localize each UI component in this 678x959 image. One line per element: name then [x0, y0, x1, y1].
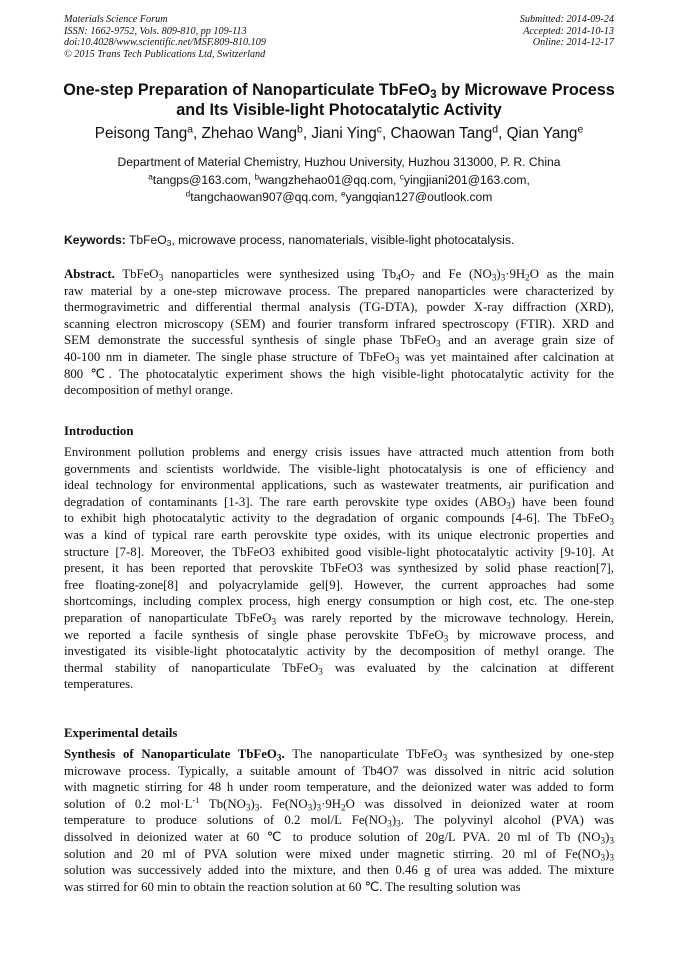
text-line: shortcomings, including complex process, high energy consumption or high cost, etc. The one-step	[64, 594, 614, 609]
text-line: scanning electron microscopy (SEM) and fourier transform infrared spectroscopy (FTIR). XRD and	[64, 316, 614, 331]
date-accepted: Accepted: 2014-10-13	[523, 25, 614, 37]
text-line: dissolved in deionized water at 60 ℃ to produce solution of 20g/L PVA. 20 ml of Tb $(NO_3)_3$	[64, 829, 614, 846]
email-mark: e	[341, 189, 346, 199]
author-name: Peisong Tang	[94, 125, 188, 142]
affiliation-department: Department of Material Chemistry, Huzhou University, Huzhou 313000, P. R. China	[117, 155, 561, 169]
author-affiliation-mark: d	[492, 124, 499, 136]
author-email[interactable]: yangqian127@outlook.com	[345, 190, 493, 204]
text-line: Environment pollution problems and energy crisis issues have attracted much attention from both	[64, 445, 614, 459]
experimental-section	[64, 746, 614, 895]
author-affiliation-mark: a	[187, 124, 193, 136]
text-line: Synthesis of Nanoparticulate TbFeO$_3$. The nanoparticulate TbFeO$_3$ was synthesized by one-step	[64, 747, 614, 763]
text-line: we reported a facile synthesis of single phase perovskite TbFeO$_3$ by microwave process, and	[64, 627, 615, 643]
author-affiliation-mark: b	[297, 124, 303, 136]
author-affiliation-mark: c	[376, 124, 382, 136]
keywords-label: Keywords:	[64, 233, 126, 247]
date-online: Online: 2014-12-17	[532, 37, 614, 49]
experimental-heading: Experimental details	[64, 726, 178, 740]
author-name: Zhehao Wang	[201, 125, 298, 142]
author-emails-line-1: $^a$tangps@163.com, $^b$wangzhehao01@qq.com, $^c$yingjiani201@163.com,	[148, 171, 530, 187]
text-line: investigated its visible-light photocatalytic activity by the decomposition of methyl orange. The	[64, 644, 614, 659]
author-email[interactable]: tangps@163.com	[152, 172, 248, 187]
text-line: solution and 20 ml of PVA solution were mixed under magnetic stirring. 20 ml of $Fe(NO_3)_3$	[64, 846, 614, 862]
text-line: preparation of nanoparticulate TbFeO$_3$ was rarely reported by the microwave technology. Herein,	[64, 610, 614, 627]
keywords: Keywords: TbFeO$_3$, microwave process, nanomaterials, visible-light photocatalysis.	[64, 233, 515, 249]
text-line: temperature to produce solutions of 0.2 mol/L $Fe(NO_3)_3$. The polyvinyl alcohol (PVA) was	[64, 813, 614, 829]
email-mark: d	[185, 189, 191, 199]
email-mark: a	[148, 171, 153, 181]
text-line: was a kind of typical rare earth perovskite type oxides, with its unique electronic properties and	[64, 527, 614, 542]
text-line: governments and scientists worldwide. The visible-light photocatalysis is one of efficiency and	[64, 461, 614, 476]
journal-copyright: © 2015 Trans Tech Publications Ltd, Switzerland	[64, 48, 266, 60]
text-line: thermal stability of nanoparticulate TbFeO$_3$ was evaluated by the calcination at different	[64, 660, 615, 677]
text-line: free floating-zone[8] and polyacrylamide gel[9]. However, the current approaches had some	[64, 577, 614, 592]
text-line: thermogravimetric and differential thermal analysis (TG-DTA), powder X-ray diffraction (XRD),	[64, 300, 614, 315]
journal-doi[interactable]: doi:10.4028/www.scientific.net/MSF.809-810.109	[64, 37, 266, 49]
abstract-section	[64, 266, 614, 399]
introduction-section	[64, 444, 614, 693]
abstract-label: Abstract.	[64, 267, 115, 281]
journal-name: Materials Science Forum	[64, 14, 168, 25]
text-line: with magnetic stirring for 48 h under room temperature, and the deionized water was added to form	[64, 780, 614, 795]
author-email[interactable]: yingjiani201@163.com	[403, 172, 527, 187]
author-name: Chaowan Tang	[390, 125, 493, 142]
author-list: Peisong Tang$^a$, Zhehao Wang$^b$, Jiani Ying$^c$, Chaowan Tang$^d$, Qian Yang$^e$	[94, 124, 584, 142]
text-line: 800 ℃. The photocatalytic experiment shows the high visible-light photocatalytic activity for the	[64, 366, 614, 381]
text-line: structure [7-8]. Moreover, the TbFeO3 exhibited good visible-light photocatalytic activity [9-10]. At	[64, 544, 614, 559]
text-line: ideal technology for environmental applications, such as wastewater treatments, air purification and	[64, 478, 614, 493]
author-name: Jiani Ying	[311, 125, 377, 142]
affiliation-block	[40, 154, 638, 207]
text-line: raw material by a one-step microwave process. The prepared nanoparticles were characterized by	[64, 283, 614, 298]
text-line: microwave process. Typically, a suitable amount of Tb4O7 was dissolved in nitric acid solution	[64, 763, 614, 778]
paper-title	[40, 80, 638, 120]
author-emails-line-2: $^d$tangchaowan907@qq.com, $^e$yangqian127@outlook.com	[185, 189, 493, 204]
text-line: 40-100 nm in diameter. The single phase structure of TbFeO$_3$ was yet maintained after calcination at	[64, 349, 614, 366]
author-affiliation-mark: e	[577, 124, 584, 136]
journal-issn: ISSN: 1662-9752, Vols. 809-810, pp 109-113	[64, 25, 247, 37]
introduction-heading: Introduction	[64, 424, 134, 438]
text-line: solution of 0.2 $mol\cdot L^{-1}$ $Tb(NO_3)_3$. $Fe(NO_3)_3\cdot 9H_2O$ was dissolved in deionized water at room	[64, 795, 614, 813]
synthesis-subheading: Synthesis of Nanoparticulate TbFeO$_3$.	[64, 747, 285, 763]
author-email[interactable]: tangchaowan907@qq.com	[190, 190, 335, 204]
author-name: Qian Yang	[506, 125, 578, 142]
email-mark: b	[254, 171, 260, 181]
author-email[interactable]: wangzhehao01@qq.com	[259, 172, 394, 187]
text-line: was stirred for 60 min to obtain the reaction solution at 60 ℃. The resulting solution was	[64, 879, 521, 894]
text-line: temperatures.	[64, 677, 134, 692]
date-submitted: Submitted: 2014-09-24	[519, 14, 614, 25]
paper-title-line-2: and Its Visible-light Photocatalytic Activity	[176, 101, 502, 119]
text-line: degradation of contaminants [1-3]. The rare earth perovskite type oxides $(ABO_3)$ have been found	[64, 494, 614, 511]
text-line: present, it has been reported that perovskite TbFeO3 was synthesized by solid phase reaction[7],	[64, 561, 614, 576]
paper-title-line-1: One-step Preparation of Nanoparticulate TbFeO$_3$ by Microwave Process	[63, 81, 615, 101]
text-line: solution was successively added into the mixture, and then 0.46 g of urea was added. The mixture	[64, 863, 614, 878]
text-line: SEM demonstrate the successful synthesis of single phase TbFeO$_3$ and an average grain size of	[64, 333, 614, 349]
text-line: decomposition of methyl orange.	[64, 383, 234, 398]
text-line: Abstract. TbFeO$_3$ nanoparticles were synthesized using $Tb_4O_7$ and Fe $(NO_3)_3\cdot 9H_2O$ as the main	[64, 267, 614, 283]
text-line: to exhibit high photocatalytic activity to the degradation of organic compounds [4-6]. The TbFeO$_3$	[64, 511, 614, 527]
journal-header-right	[520, 14, 614, 49]
journal-header-left	[64, 14, 266, 60]
email-mark: c	[399, 171, 404, 181]
